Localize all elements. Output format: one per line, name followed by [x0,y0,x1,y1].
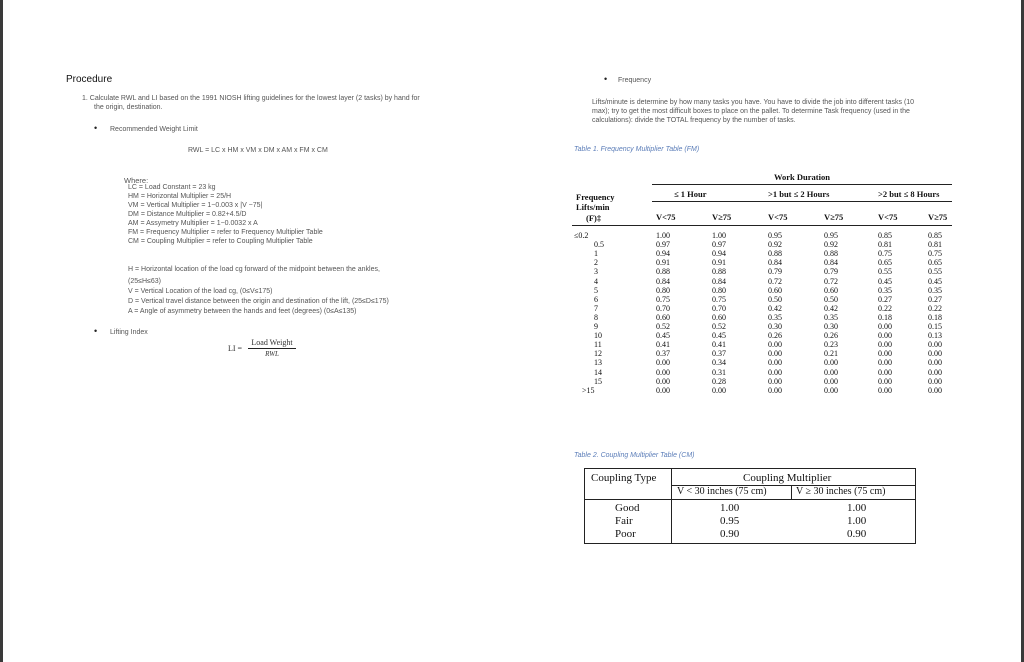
multiplier-cell: 0.00 [824,367,838,377]
volume-subheader: V<75 [878,212,898,222]
multiplier-cell: 0.88 [824,249,838,259]
multiplier-cell: 0.21 [824,349,838,359]
coupling-multiplier-cell: 1.00 [847,502,867,514]
multiplier-cell: 0.50 [824,294,838,304]
multiplier-cell: 0.84 [768,258,782,268]
multiplier-cell: 0.84 [824,258,838,268]
frequency-value-cell: 2 [594,258,598,268]
multiplier-cell: 0.00 [928,385,942,395]
multiplier-cell: 0.91 [712,258,726,268]
volume-subheader: V≥75 [712,212,732,222]
multiplier-cell: 0.00 [768,340,782,350]
table1-caption: Table 1. Frequency Multiplier Table (FM) [574,146,700,153]
frequency-text-line3: calculations): divide the TOTAL frequency by the number of tasks. [592,117,796,124]
li-denominator: RWL [265,350,279,358]
multiplier-cell: 0.00 [928,349,942,359]
li-numerator: Load Weight [248,338,296,349]
multiplier-cell: 0.26 [824,331,838,341]
frequency-value-cell: 4 [594,276,598,286]
multiplier-cell: 0.22 [928,303,942,313]
coupling-multiplier-cell: 0.90 [720,528,740,540]
coupling-multiplier-cell: 0.95 [720,515,740,527]
multiplier-cell: 0.42 [768,303,782,313]
multiplier-cell: 0.00 [824,358,838,368]
definition-line: CM = Coupling Multiplier = refer to Coupling Multiplier Table [128,238,313,245]
duration-1hour-header: ≤ 1 Hour [674,189,707,199]
frequency-value-cell: 12 [594,349,602,359]
multiplier-cell: 0.42 [824,303,838,313]
multiplier-cell: 0.92 [824,240,838,250]
coupling-multiplier-cell: 0.90 [847,528,867,540]
multiplier-cell: 0.00 [878,385,892,395]
multiplier-cell: 0.70 [656,303,670,313]
multiplier-cell: 0.00 [878,331,892,341]
multiplier-cell: 0.00 [768,367,782,377]
volume-subheader: V≥75 [928,212,948,222]
frequency-value-cell: 11 [594,340,602,350]
multiplier-cell: 0.26 [768,331,782,341]
table2-caption: Table 2. Coupling Multiplier Table (CM) [574,452,695,459]
frequency-value-cell: 3 [594,267,598,277]
subheader-below-30: V < 30 inches (75 cm) [677,486,767,497]
multiplier-cell: 0.79 [768,267,782,277]
multiplier-cell: 0.84 [656,276,670,286]
multiplier-cell: 0.41 [656,340,670,350]
multiplier-cell: 0.35 [928,285,942,295]
page-frame-left [0,0,3,662]
multiplier-cell: 1.00 [656,231,670,240]
variable-line: H = Horizontal location of the load cg forward of the midpoint between the ankles, [128,266,380,273]
multiplier-cell: 0.00 [768,358,782,368]
frequency-value-cell: 8 [594,312,598,322]
step1-line1: 1. Calculate RWL and LI based on the 1991 NIOSH lifting guidelines for the lowest layer (2 tasks) by hand for [82,95,420,102]
multiplier-cell: 0.91 [656,258,670,268]
multiplier-cell: 0.65 [928,258,942,268]
table-rule [671,469,672,543]
frequency-value-cell: 7 [594,303,598,313]
table-rule [791,485,792,499]
coupling-multiplier-cell: 1.00 [847,515,867,527]
multiplier-cell: 0.88 [712,267,726,277]
multiplier-cell: 0.00 [656,376,670,386]
multiplier-cell: 0.92 [768,240,782,250]
frequency-value-cell: 13 [594,358,602,368]
multiplier-cell: 0.79 [824,267,838,277]
multiplier-cell: 0.00 [928,367,942,377]
table-rule [585,499,915,500]
multiplier-cell: 0.45 [656,331,670,341]
li-lhs: LI = [228,344,243,353]
frequency-value-cell: 14 [594,367,602,377]
frequency-value-cell: 1 [594,249,598,259]
multiplier-cell: 1.00 [712,231,726,240]
duration-2hours-header: >1 but ≤ 2 Hours [768,189,830,199]
multiplier-cell: 0.00 [928,340,942,350]
multiplier-cell: 0.00 [656,385,670,395]
multiplier-cell: 0.84 [712,276,726,286]
multiplier-cell: 0.85 [928,231,942,240]
multiplier-cell: 0.00 [656,358,670,368]
multiplier-cell: 0.45 [878,276,892,286]
multiplier-cell: 0.72 [768,276,782,286]
multiplier-cell: 0.52 [656,322,670,331]
multiplier-cell: 0.00 [768,349,782,359]
definition-line: FM = Frequency Multiplier = refer to Frequency Multiplier Table [128,229,323,236]
variable-line: D = Vertical travel distance between the origin and destination of the lift, (25≤D≤175) [128,298,389,305]
coupling-type-cell: Good [615,502,640,514]
volume-subheader: V≥75 [824,212,844,222]
table-rule [652,184,952,185]
multiplier-cell: 0.00 [878,322,892,331]
multiplier-cell: 0.27 [878,294,892,304]
multiplier-cell: 0.60 [712,312,726,322]
multiplier-cell: 0.60 [824,285,838,295]
frequency-value-cell: 5 [594,285,598,295]
frequency-value-cell: 6 [594,294,598,304]
multiplier-cell: 0.81 [878,240,892,250]
multiplier-cell: 0.00 [824,385,838,395]
multiplier-cell: 0.60 [656,312,670,322]
multiplier-cell: 0.00 [878,340,892,350]
multiplier-cell: 0.94 [712,249,726,259]
frequency-text-line1: Lifts/minute is determine by how many tasks you have. You have to divide the job into different tasks (10 [592,99,915,106]
subheader-above-30: V ≥ 30 inches (75 cm) [796,486,886,497]
definition-line: HM = Horizontal Multiplier = 25/H [128,193,232,200]
multiplier-cell: 0.41 [712,340,726,350]
multiplier-cell: 0.97 [656,240,670,250]
duration-8hours-header: >2 but ≤ 8 Hours [878,189,940,199]
multiplier-cell: 0.95 [824,231,838,240]
multiplier-cell: 0.00 [928,358,942,368]
multiplier-cell: 0.22 [878,303,892,313]
multiplier-cell: 0.60 [768,285,782,295]
multiplier-cell: 0.80 [712,285,726,295]
multiplier-cell: 0.13 [928,331,942,341]
multiplier-cell: 0.52 [712,322,726,331]
multiplier-cell: 0.55 [878,267,892,277]
coupling-multiplier-table [584,468,916,544]
multiplier-cell: 0.72 [824,276,838,286]
multiplier-cell: 0.00 [928,376,942,386]
coupling-multiplier-header: Coupling Multiplier [743,472,832,484]
coupling-multiplier-cell: 1.00 [720,502,740,514]
rwl-bullet-label: Recommended Weight Limit [110,126,198,133]
frequency-bullet-label: Frequency [618,77,652,84]
multiplier-cell: 0.45 [928,276,942,286]
multiplier-cell: 0.30 [768,322,782,331]
multiplier-cell: 0.70 [712,303,726,313]
multiplier-cell: 0.00 [824,376,838,386]
multiplier-cell: 0.95 [768,231,782,240]
coupling-type-header: Coupling Type [591,472,657,484]
multiplier-cell: 0.88 [768,249,782,259]
step1-line2: the origin, destination. [94,104,163,111]
multiplier-cell: 0.35 [768,312,782,322]
multiplier-cell: 0.00 [878,376,892,386]
frequency-value-cell: ≤0.2 [574,231,589,240]
multiplier-cell: 0.28 [712,376,726,386]
multiplier-cell: 0.45 [712,331,726,341]
table-rule [652,201,952,202]
bullet-dot: • [604,74,608,84]
where-label: Where: [124,176,149,185]
multiplier-cell: 0.23 [824,340,838,350]
table-rule [572,225,952,226]
multiplier-cell: 0.80 [656,285,670,295]
definition-line: DM = Distance Multiplier = 0.82+4.5/D [128,211,247,218]
multiplier-cell: 0.18 [928,312,942,322]
multiplier-cell: 0.65 [878,258,892,268]
bullet-dot: • [94,326,98,336]
frequency-value-cell: >15 [582,385,595,395]
multiplier-cell: 0.85 [878,231,892,240]
frequency-value-cell: 0.5 [594,240,604,250]
multiplier-cell: 0.75 [656,294,670,304]
multiplier-cell: 0.75 [878,249,892,259]
frequency-value-cell: 15 [594,376,602,386]
rwl-formula: RWL = LC x HM x VM x DM x AM x FM x CM [188,147,328,154]
variable-line: A = Angle of asymmetry between the hands and feet (degrees) (0≤A≤135) [128,308,357,315]
definition-line: LC = Load Constant = 23 kg [128,184,216,191]
multiplier-cell: 0.31 [712,367,726,377]
multiplier-cell: 0.00 [768,376,782,386]
multiplier-cell: 0.00 [768,385,782,395]
multiplier-cell: 0.35 [878,285,892,295]
volume-subheader: V<75 [656,212,676,222]
multiplier-cell: 0.00 [656,367,670,377]
multiplier-cell: 0.30 [824,322,838,331]
frequency-symbol-header: (F)‡ [586,213,602,223]
frequency-header: Frequency [576,192,615,202]
multiplier-cell: 0.37 [712,349,726,359]
multiplier-cell: 0.94 [656,249,670,259]
definition-line: VM = Vertical Multiplier = 1−0.003 x |V −75| [128,202,263,209]
frequency-value-cell: 10 [594,331,602,341]
work-duration-header: Work Duration [774,172,830,182]
multiplier-cell: 0.55 [928,267,942,277]
multiplier-cell: 0.00 [878,367,892,377]
multiplier-cell: 0.97 [712,240,726,250]
multiplier-cell: 0.00 [712,385,726,395]
procedure-heading: Procedure [66,74,113,85]
lifts-per-min-header: Lifts/min [576,202,610,212]
multiplier-cell: 0.15 [928,322,942,331]
variable-line: V = Vertical Location of the load cg, (0≤V≤175) [128,288,273,295]
multiplier-cell: 0.88 [656,267,670,277]
volume-subheader: V<75 [768,212,788,222]
multiplier-cell: 0.37 [656,349,670,359]
li-bullet-label: Lifting Index [110,329,148,336]
multiplier-cell: 0.75 [712,294,726,304]
multiplier-cell: 0.27 [928,294,942,304]
coupling-type-cell: Poor [615,528,636,540]
multiplier-cell: 0.75 [928,249,942,259]
multiplier-cell: 0.81 [928,240,942,250]
multiplier-cell: 0.35 [824,312,838,322]
definition-line: AM = Assymetry Multiplier = 1−0.0032 x A [128,220,258,227]
frequency-value-cell: 9 [594,322,598,331]
multiplier-cell: 0.00 [878,349,892,359]
coupling-type-cell: Fair [615,515,633,527]
multiplier-cell: 0.00 [878,358,892,368]
multiplier-cell: 0.34 [712,358,726,368]
bullet-dot: • [94,123,98,133]
frequency-text-line2: max); try to get the most difficult boxes to place on the pallet. To determine Task frequency (used in the [592,108,910,115]
multiplier-cell: 0.50 [768,294,782,304]
multiplier-cell: 0.18 [878,312,892,322]
variable-line: (25≤H≤63) [128,278,161,285]
